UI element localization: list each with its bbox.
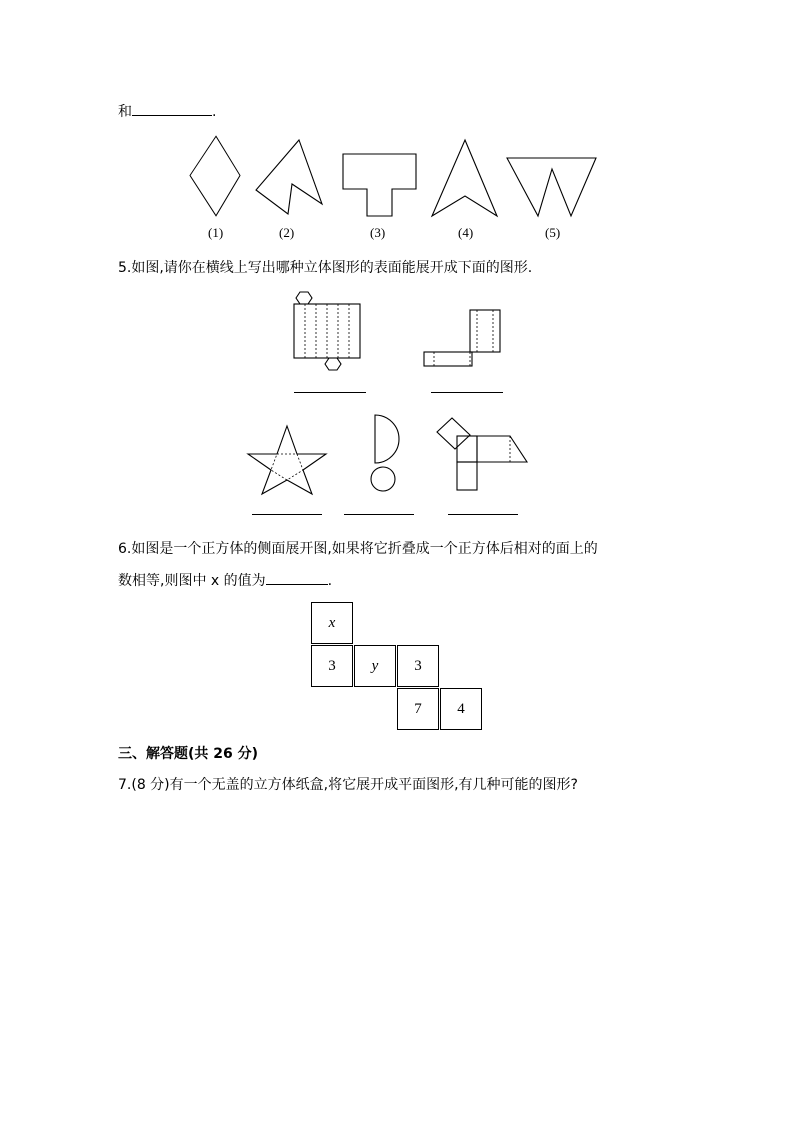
- cell-7: [397, 688, 439, 730]
- q6-line-2-text: 数相等,则图中 x 的值为: [118, 573, 266, 589]
- q4-tail-end: .: [212, 104, 217, 120]
- caption-3: (3): [370, 225, 386, 240]
- q4-answer-blank: [132, 101, 212, 116]
- rectangular-prism-net: [424, 310, 500, 366]
- q5-nets: [0, 288, 794, 518]
- cell-3-left-value: 3: [328, 658, 336, 674]
- cell-y-value: y: [371, 658, 379, 674]
- triangular-prism-net: [437, 418, 527, 490]
- figure-2-notched-triangle: [256, 140, 322, 214]
- q5-answer-line-4: [344, 514, 414, 515]
- cell-y: [354, 645, 396, 687]
- q6-line-2: [118, 570, 332, 591]
- cell-x-value: x: [328, 615, 336, 631]
- cell-4: [440, 688, 482, 730]
- cell-4-value: 4: [457, 701, 465, 717]
- q6-answer-blank: [266, 570, 328, 585]
- figure-5-w-shape: [507, 158, 596, 216]
- q4-tail-text: 和: [118, 104, 132, 120]
- hexagonal-prism-net: [294, 292, 360, 370]
- q5-answer-line-3: [252, 514, 322, 515]
- cell-3-right: [397, 645, 439, 687]
- figure-4-arrowhead: [432, 140, 497, 216]
- q5-question: 5.如图,请你在横线上写出哪种立体图形的表面能展开成下面的图形.: [118, 260, 533, 276]
- caption-1: (1): [208, 225, 224, 240]
- q7-question: 7.(8 分)有一个无盖的立方体纸盒,将它展开成平面图形,有几种可能的图形?: [118, 777, 578, 793]
- caption-2: (2): [279, 225, 295, 240]
- cell-x: [311, 602, 353, 644]
- q5-answer-line-2: [431, 392, 503, 393]
- caption-4: (4): [458, 225, 474, 240]
- section-3-title: 三、解答题(共 26 分): [118, 746, 259, 762]
- q6-line-2-end: .: [327, 573, 333, 589]
- caption-5: (5): [545, 225, 561, 240]
- q4-figures: [0, 134, 794, 234]
- q4-answer-line: [118, 101, 216, 122]
- q5-answer-line-1: [294, 392, 366, 393]
- cell-3-right-value: 3: [414, 658, 422, 674]
- q6-line-1: 6.如图是一个正方体的侧面展开图,如果将它折叠成一个正方体后相对的面上的: [118, 541, 598, 557]
- cone-net: [371, 415, 399, 491]
- cell-3-left: [311, 645, 353, 687]
- figure-1-rhombus: [190, 136, 240, 216]
- cell-7-value: 7: [414, 701, 422, 717]
- figure-3-t-shape: [343, 154, 416, 216]
- q5-answer-line-5: [448, 514, 518, 515]
- pentagonal-pyramid-net: [248, 426, 326, 494]
